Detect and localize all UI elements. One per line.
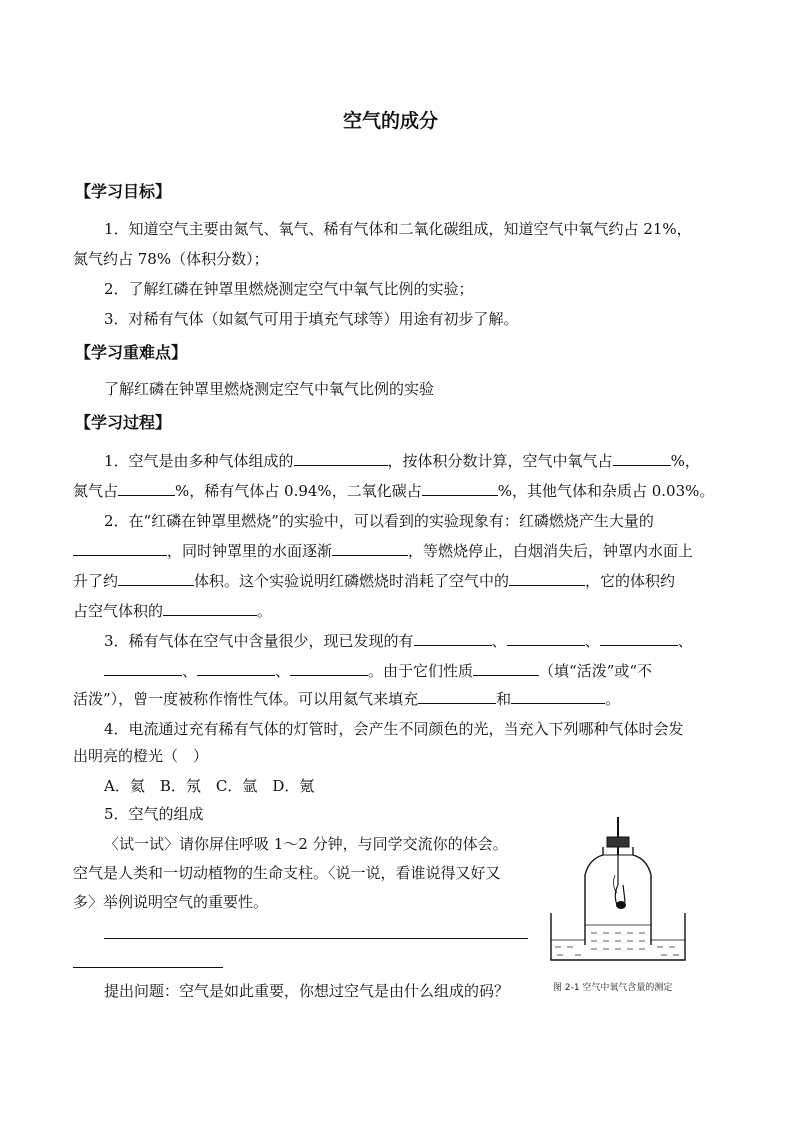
fill-blank[interactable] (332, 541, 408, 556)
question-5-line-3: 多〉举例说明空气的重要性。 (73, 893, 269, 911)
q2-text-b1: ，同时钟罩里的水面逐渐 (167, 542, 333, 560)
q1-text-e: %，稀有气体占 0.94%，二氧化碳占 (175, 482, 422, 500)
fill-blank[interactable] (197, 661, 275, 676)
fill-blank[interactable] (613, 451, 671, 466)
q3-sep: 、 (584, 632, 600, 650)
fill-blank[interactable] (118, 571, 194, 586)
fill-blank[interactable] (294, 451, 388, 466)
question-4-line-2: 出明亮的橙光（ ） (73, 747, 209, 765)
q3-text-b3: 。由于它们性质 (368, 662, 474, 680)
fill-blank[interactable] (507, 631, 585, 646)
q1-text-d: 氮气占 (73, 482, 119, 500)
question-2-line-3 (73, 571, 675, 591)
question-3-line-2 (104, 661, 652, 681)
fill-blank[interactable] (163, 601, 257, 616)
q1-text-a: 1．空气是由多种气体组成的 (104, 452, 294, 470)
answer-line[interactable] (104, 938, 528, 939)
q2-text-d2: 。 (257, 602, 273, 620)
goal-item-3: 3．对稀有气体（如氦气可用于填充气球等）用途有初步了解。 (104, 310, 519, 328)
fill-blank[interactable] (414, 631, 492, 646)
question-4-line-1: 4．电流通过充有稀有气体的灯管时，会产生不同颜色的光，当充入下列哪种气体时会发 (104, 720, 684, 738)
fill-blank[interactable] (422, 481, 498, 496)
fill-blank[interactable] (418, 689, 496, 704)
question-2-line-1: 2．在“红磷在钟罩里燃烧”的实验中，可以看到的实验现象有：红磷燃烧产生大量的 (104, 512, 654, 530)
fill-blank[interactable] (511, 689, 605, 704)
q3-text-a1: 3．稀有气体在空气中含量很少，现已发现的有 (104, 632, 414, 650)
q3-text-c3: 。 (605, 690, 621, 708)
q3-text-b4: （填“活泼”或“不 (539, 662, 653, 680)
fill-blank[interactable] (73, 541, 167, 556)
question-3-line-1 (104, 631, 693, 651)
q2-text-d1: 占空气体积的 (73, 602, 164, 620)
question-5-prompt: 提出问题：空气是如此重要，你想过空气是由什么组成的码？ (104, 982, 510, 1000)
q2-text-c1: 升了约 (73, 572, 119, 590)
q2-text-b2: ，等燃烧停止，白烟消失后，钟罩内水面上 (408, 542, 694, 560)
keypoints-text: 了解红磷在钟罩里燃烧测定空气中氧气比例的实验 (104, 380, 435, 398)
q3-sep: 、 (182, 662, 198, 680)
experiment-figure (545, 815, 695, 975)
fill-blank[interactable] (600, 631, 678, 646)
q3-sep: 、 (677, 632, 693, 650)
q3-text-c1: 活泼”），曾一度被称作惰性气体。可以用氦气来填充 (73, 690, 419, 708)
fill-blank[interactable] (118, 481, 175, 496)
section-heading-goals: 【学习目标】 (75, 182, 172, 201)
section-heading-keypoints: 【学习重难点】 (75, 343, 188, 362)
goal-item-2: 2．了解红磷在钟罩里燃烧测定空气中氧气比例的实验； (104, 280, 474, 298)
question-5-line-2: 空气是人类和一切动植物的生命支柱。〈说一说，看谁说得又好又 (73, 864, 501, 882)
page-title: 空气的成分 (343, 110, 439, 132)
answer-line[interactable] (73, 967, 223, 968)
question-3-line-3 (73, 689, 620, 709)
question-4-options: A．氦 B．氖 C．氩 D．氪 (104, 777, 315, 795)
question-2-line-2 (73, 541, 693, 561)
question-1-line-1 (104, 451, 700, 471)
question-2-line-4 (73, 601, 272, 621)
q2-text-c3: ，它的体积约 (585, 572, 676, 590)
q3-text-c2: 和 (496, 690, 512, 708)
goal-item-1: 1．知道空气主要由氮气、氧气、稀有气体和二氧化碳组成，知道空气中氧气约占 21%， (104, 220, 692, 238)
question-1-line-2 (73, 481, 714, 501)
q3-sep: 、 (491, 632, 507, 650)
q2-text-c2: 体积。这个实验说明红磷燃烧时消耗了空气中的 (194, 572, 510, 590)
fill-blank[interactable] (473, 661, 539, 676)
figure-caption: 图 2-1 空气中氧气含量的测定 (553, 983, 673, 993)
q1-text-b: ，按体积分数计算，空气中氧气占 (387, 452, 613, 470)
section-heading-process: 【学习过程】 (75, 413, 172, 432)
question-5-line-1: 〈试一试〉请你屏住呼吸 1～2 分钟，与同学交流你的体会。 (104, 835, 508, 853)
fill-blank[interactable] (104, 661, 182, 676)
q3-sep: 、 (275, 662, 291, 680)
question-5-heading: 5．空气的组成 (104, 805, 204, 823)
goal-item-1-cont: 氮气约占 78%（体积分数）； (73, 250, 269, 268)
q1-text-f: %，其他气体和杂质占 0.03%。 (497, 482, 715, 500)
fill-blank[interactable] (290, 661, 368, 676)
fill-blank[interactable] (509, 571, 585, 586)
q1-text-c: %， (670, 452, 700, 470)
